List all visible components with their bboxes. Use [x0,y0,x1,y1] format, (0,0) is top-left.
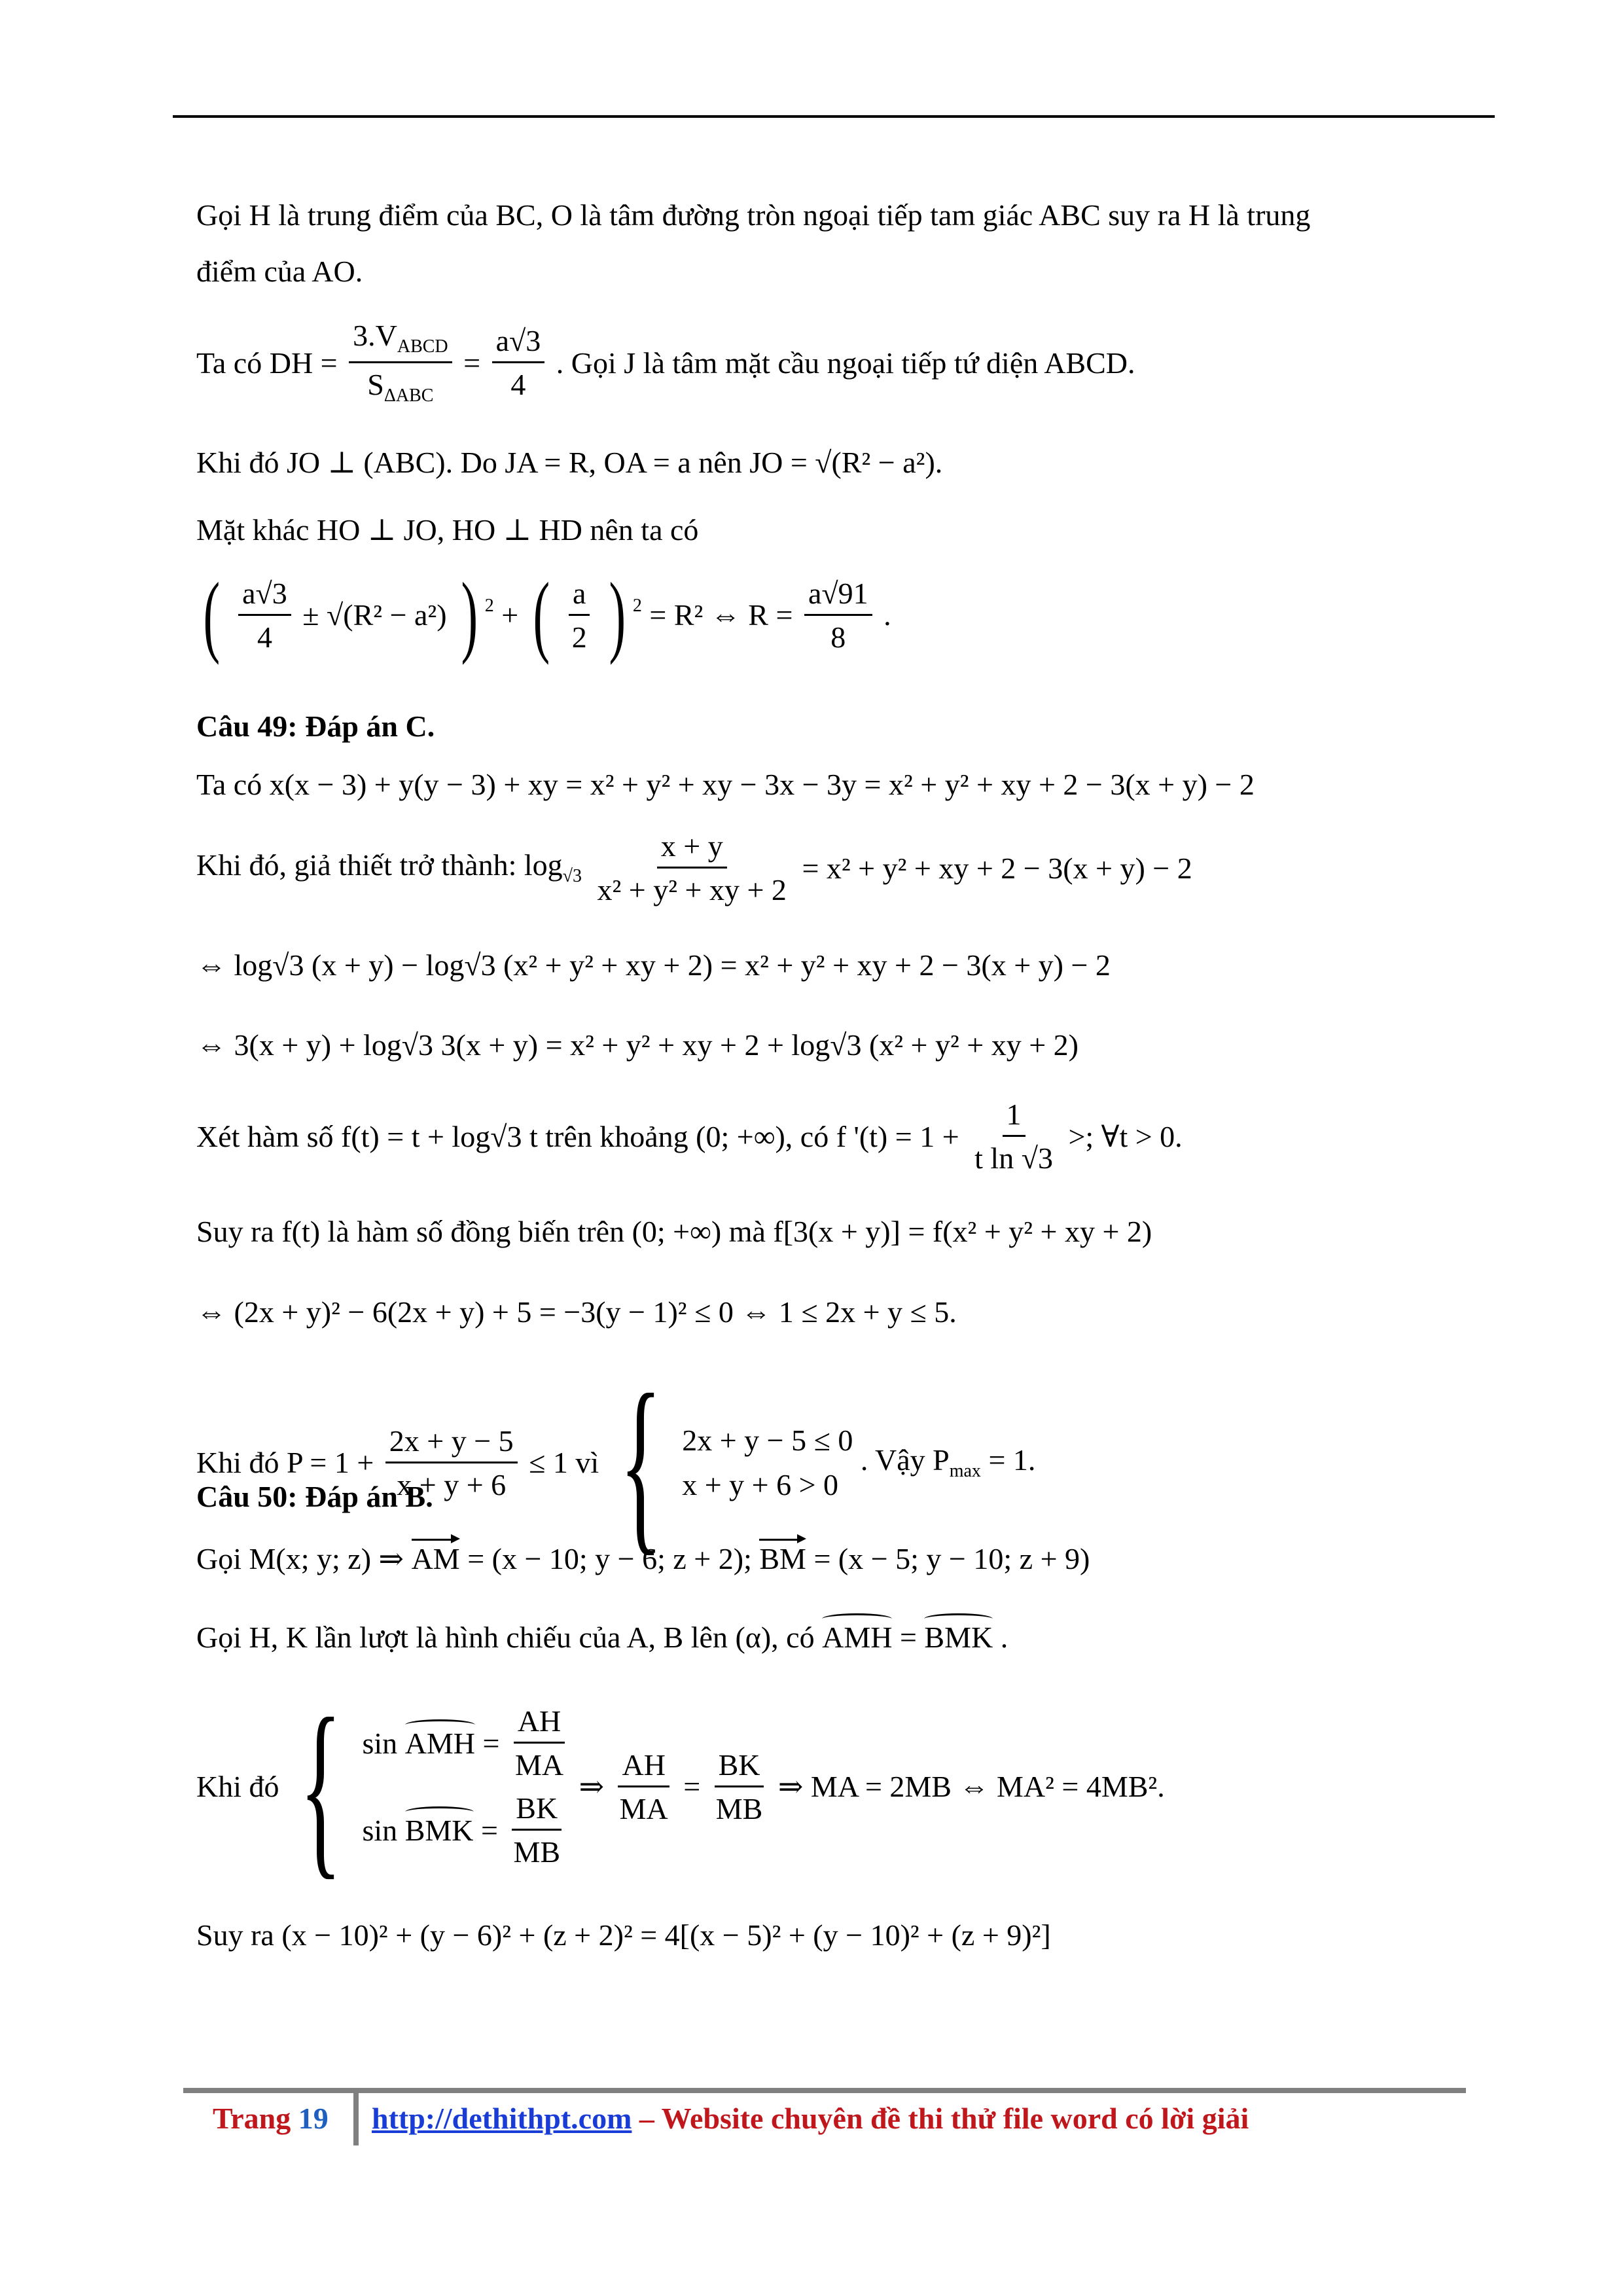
footer-link[interactable]: http://dethithpt.com [372,2102,632,2135]
text-line-2: điểm của AO. [196,255,363,289]
footer-rule [183,2088,1466,2093]
heading-question-49: Câu 49: Đáp án C. [196,709,435,744]
fraction-volume-area: $\frac{3.V_{ABCD}}{S_{\Delta ABC}}$ [349,321,452,405]
formula-p-max: Khi đó P = 1 + $\frac{2x + y - 5}{x + y + 6}$ ≤ 1 vì { 2x + y − 5 ≤ 0 x + y + 6 > 0 . Vậy $P_{max} = 1$. [196,1354,1036,1571]
formula-function: Xét hàm số f(t) = t + log√3 t trên khoảng (0; +∞), có f '(t) = 1 + $\frac{1}{\text{t ln √3}}$ >; ∀t > 0. [196,1098,1183,1175]
text-line-1: Gọi H là trung điểm của BC, O là tâm đường tròn ngoại tiếp tam giác ABC suy ra H là trung [196,198,1311,232]
footer-page-number: Trang 19 [213,2102,329,2135]
text-line-final-equation: Suy ra (x − 10)² + (y − 6)² + (z + 2)² = 4[(x − 5)² + (y − 10)² + (z + 9)²] [196,1918,1051,1952]
formula-sine-system: Khi đó { sin AMH = $\frac{AH}{MA}$ sin BMK = $\frac{BK}{MB}$ ⇒ $\frac{AH}{MA}$ = $\frac{BK}{MB}$ ⇒ MA = 2MB ⇔ MA² = 4MB². [196,1678,1165,1895]
text-line-log-split: ⇔ log√3 (x + y) − log√3 (x² + y² + xy + 2) = x² + y² + xy + 2 − 3(x + y) − 2 [196,948,1111,982]
fraction-a-root3-over-4: $\frac{a√3}{4}$ [492,326,545,400]
text-line-projection: Gọi H, K lần lượt là hình chiếu của A, B lên (α), có AMH = BMK . [196,1621,1008,1655]
text-line-monotonic: Suy ra f(t) là hàm số đồng biến trên (0; +∞) mà f[3(x + y)] = f(x² + y² + xy + 2) [196,1215,1152,1249]
text-line-inequality: ⇔ (2x + y)² − 6(2x + y) + 5 = −3(y − 1)² ≤ 0 ⇔ 1 ≤ 2x + y ≤ 5. [196,1295,957,1329]
text-line-log-rearrange: ⇔ 3(x + y) + log√3 3(x + y) = x² + y² + xy + 2 + log√3 (x² + y² + xy + 2) [196,1028,1079,1062]
formula-dh: Ta có DH = $\frac{3.V_{ABCD}}{S_{\Delta ABC}}$ = $\frac{a√3}{4}$ . Gọi J là tâm mặt cầu ngoại tiếp tứ diện ABCD. [196,319,1135,406]
text-line-ho: Mặt khác HO ⊥ JO, HO ⊥ HD nên ta có [196,513,699,547]
formula-r: ( $\frac{a√3}{4}$ ± √(R² − a²) ) $^2$ + ( $\frac{a}{2}$ ) $^2$ = R² ⇔ R = $\frac{a√91}{8}$ . [203,564,891,666]
heading-question-50: Câu 50: Đáp án B. [196,1480,433,1514]
header-rule [173,115,1495,118]
formula-log-hypothesis: Khi đó, giả thiết trở thành: $\log_{√3}$ $\frac{x + y}{\text{x² + y² + xy + 2}}$ = x² + y² + xy + 2 − 3(x + y) − 2 [196,829,1192,906]
footer-divider [353,2093,359,2145]
text-line-jo: Khi đó JO ⊥ (ABC). Do JA = R, OA = a nên JO = √(R² − a²). [196,446,943,480]
footer-site: http://dethithpt.com – Website chuyên đề thi thử file word có lời giải [372,2102,1249,2135]
text-line-vectors: Gọi M(x; y; z) ⇒ AM = (x − 10; y − 6; z + 2); BM = (x − 5; y − 10; z + 9) [196,1542,1090,1576]
text-line-expand: Ta có x(x − 3) + y(y − 3) + xy = x² + y² + xy − 3x − 3y = x² + y² + xy + 2 − 3(x + y) − 2 [196,768,1255,802]
